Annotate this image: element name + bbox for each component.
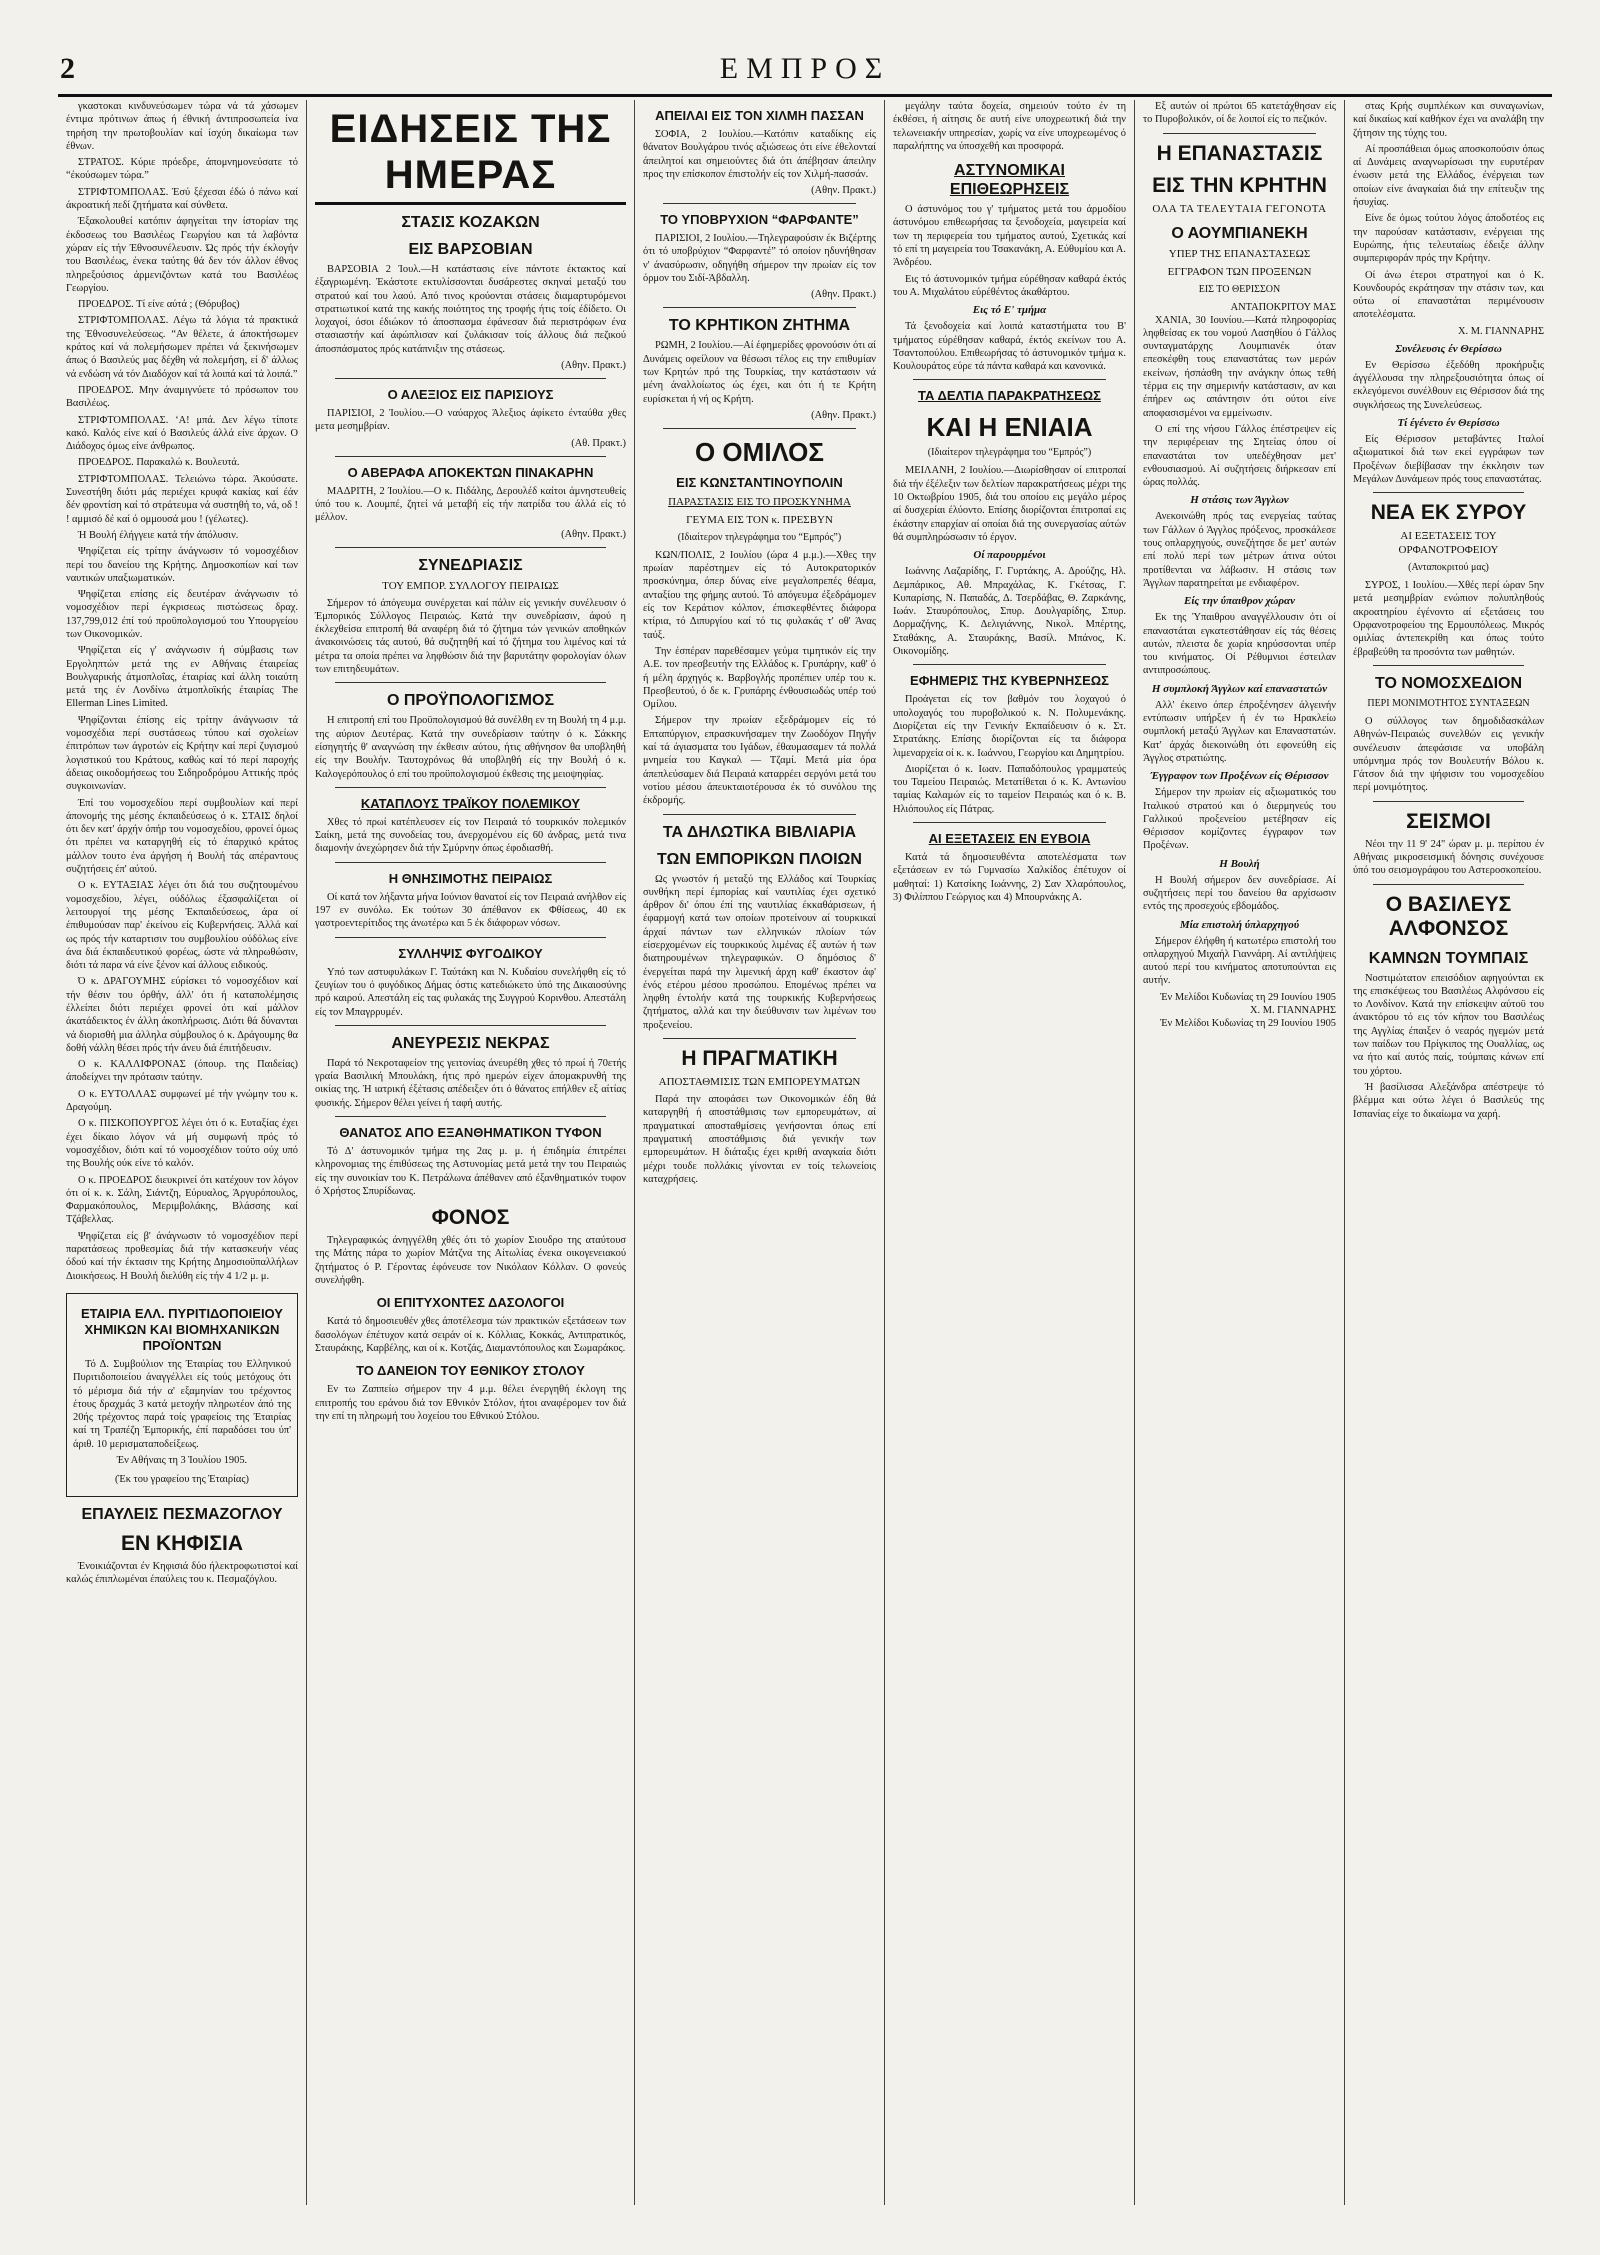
headline-sub: ΓΕΥΜΑ ΕΙΣ ΤΟΝ κ. ΠΡΕΣΒΥΝ: [686, 513, 833, 526]
headline-sub: ΤΟΥ ΕΜΠΟΡ. ΣΥΛΛΟΓΟΥ ΠΕΙΡΑΙΩΣ: [382, 579, 559, 592]
column-6: [1344, 100, 1552, 2205]
correspondent: (Ανταποκριτού μας): [1408, 562, 1489, 574]
column-1: [58, 100, 306, 2205]
article-text: ΡΩΜΗ, 2 Ιουλίου.—Αί έφημερίδες φρονούσιν ότι αί Δυνάμεις οφείλουν να θέσωσι τέλος εις την επιθυμίαν των Κρητών πρό της Τουρκίας, την κατάστασιν νά μένη άναλλοίωτος ώς έχει, και ότι ή τε Κρήτη ευρίσκεται ή νή ος Κρήτη.: [643, 340, 876, 405]
subheading: Έγγραφον των Προξένων είς Θέρισσον: [1150, 770, 1329, 783]
article-text: ΠΡΟΕΔΡΟΣ. Παρακαλώ κ. Βουλευτά.: [78, 457, 240, 469]
divider: [663, 1038, 856, 1039]
article-text: Ο κ. ΕΥΤΟΛΛΑΣ συμφωνεί μέ τήν γνώμην του κ. Δραγούμη.: [66, 1088, 298, 1114]
headline: ΘΑΝΑΤΟΣ ΑΠΟ ΕΞΑΝΘΗΜΑΤΙΚΟΝ ΤΥΦΟΝ: [339, 1124, 602, 1140]
headline: ΕΦΗΜΕΡΙΣ ΤΗΣ ΚΥΒΕΡΝΗΣΕΩΣ: [910, 673, 1109, 689]
article-text: μεγάλην ταύτα δοχεία, σημειούν τούτο έν τη έκθέσει, ή αίτησις δε αυτή είνε υποχρεωτική διά την τελωνειακήν υπηρεσίαν, χωρίς να είνε υποχρεωμένος ό παραλήπτης να ύποσχεθή και προσφορά.: [893, 101, 1126, 152]
headline: Η ΠΡΑΓΜΑΤΙΚΗ: [681, 1047, 838, 1071]
headline: Ο ΠΡΟΫΠΟΛΟΓΙΣΜΟΣ: [386, 692, 555, 710]
article-text: ΣΟΦΙΑ, 2 Ιουλίου.—Κατόπιν καταδίκης είς θάνατον Βουλγάρου τινός αξιώσεως ότι είνε έθελονταί άπειλητοί και σημειούντες διά ότι άπέβησαν άπειλην προς την επίσκοπον έπιστολήν είς τον Χιλμή-πασσάν.: [643, 129, 876, 180]
article-text: Ψηφίζεται είς γ' ανάγνωσιν ή σύμβασις των Εργοληπτών μετά της εν Αθήναις έταιρείας Βουλγαρικής άτμοπλοΐας, έταιρίας καί άλλη τοιαύτη μετά της έν Λονδίνω άτμοπλοϊκής έταιρίας The Ellerman Lines Limited.: [66, 645, 298, 710]
correspondent: ΑΝΤΑΠΟΚΡΙΤΟΥ ΜΑΣ: [1230, 301, 1336, 313]
article-text: ΠΑΡΙΣΙΟΙ, 2 Ιουλίου.—Τηλεγραφούσιν έκ Βιζέρτης ότι τό υποβρύχιον “Φαρφαντέ” τό οποίον ηδυνήθησαν ν' άνασύρωσιν, οδηγήθη σήμερον την πρωίαν είς τον όρμον του Σιδί-Άβδαλλη.: [643, 233, 876, 285]
article-text: Σήμερον έλήφθη ή κατωτέρω επιστολή του οπλαρχηγού Μιχαήλ Γιαννάρη. Αί αντιλήψεις αυτού περί του κινήματος αποτυπούνται εις αυτήν.: [1143, 935, 1336, 987]
headline: ΑΝΕΥΡΕΣΙΣ ΝΕΚΡΑΣ: [391, 1034, 550, 1052]
divider: [663, 814, 856, 815]
article-text: Κατά τά δημοσιευθέντα αποτελέσματα των εξετάσεων εν τώ Γυμνασίω Χαλκίδος έπέτυχον οί μαθηταί: 1) Κατσίκης Ιωάννης, 2) Σαν Χλαρόπουλος, 3) Φιλίππου Γεώργιος και 4) Μπουρνάκης Α.: [893, 851, 1126, 903]
article-text: Αί προσπάθειαι όμως αποσκοπούσιν όπως αί Δυνάμεις αναγνωρίσωσι την ευρυτέραν ένωσιν μετά της Ελλάδος, ένέργειαι των οποίων είνε άναγκαίαι διά την επίτευξιν της ήσυχίας.: [1353, 143, 1544, 209]
headline: ΤΟ ΝΟΜΟΣΧΕΔΙΟΝ: [1374, 674, 1523, 692]
page-header: [60, 52, 1550, 92]
ad-title: ΕΤΑΙΡΙΑ ΕΛΛ. ΠΥΡΙΤΙΔΟΠΟΙΕΙΟΥ ΧΗΜΙΚΩΝ ΚΑΙ ΒΙΟΜΗΧΑΝΙΚΩΝ ΠΡΟΪΟΝΤΩΝ: [81, 1305, 283, 1353]
article-text: Ψηφίζεται είς β' άνάγνωσιν τό νομοσχέδιον περί παρατάσεως προθεσμίας διά τήν κατασκευήν νέας όδού καί τήν έκτασιν της Κρήτης Δημοσιοϋπαλλήλων Διοικήσεως. Η Βουλή διελύθη είς τήν 4 1/2 μ. μ.: [66, 1230, 298, 1282]
article-text: ΧΑΝΙΑ, 30 Ιουνίου.—Κατά πληροφορίας ληφθείσας εκ του νομού Λασηθίου ό Γάλλος συνταγματάρχης Λουμπιανέκ όταν επεσκέφθη τους επαναστάτας των μερών εκείνων, ήσπάσθη την ανάγκην όπως τεθή τέρμα εις την σημερινήν κατάστασιν, αν και έπήρεν ως απάντησιν ότι ούτοι είνε αποφασισμένοι να εμμείνωσιν.: [1143, 314, 1336, 419]
headline: ΣΕΙΣΜΟΙ: [1406, 809, 1491, 833]
article-text: ΜΑΔΡΙΤΗ, 2 Ίουλίου.—Ο κ. Πιδάλης, Δερουλέδ καίτοι άμνηστευθείς ύπό του κ. Λουμπέ, ζητεί νά μεταβή είς τήν πατρίδα του άλλά είς τό μέλλον.: [315, 485, 626, 524]
headline: Η ΘΝΗΣΙΜΟΤΗΣ ΠΕΙΡΑΙΩΣ: [388, 870, 553, 886]
article-text: Τά ξενοδοχεία καί λοιπά καταστήματα του Β' τμήματος εύρέθησαν καθαρά, έκτός εκείνων του Α. Τσαντοπούλου. Επιθεωρήσας τό άστυνομικόν τμήμα κ. Κουλουράτος εύρε τά πάντα καθαρά και κανονικά.: [893, 321, 1126, 373]
headline: Ο ΒΑΣΙΛΕΥΣ ΑΛΦΟΝΣΟΣ: [1385, 892, 1512, 940]
headline-sub: ΕΓΓΡΑΦΟΝ ΤΩΝ ΠΡΟΞΕΝΩΝ: [1167, 265, 1312, 278]
article-text: Παρά την αποφάσει των Οικονομικών έδη θά καταργηθή ή αποστάθμισις των εμπορευμάτων, αί πραγματικαί αποσταθμίσεις γενήσονται όπως επί πραγματική αποστάθμισις διά γενικήν των εμπορευμάτων. Η διάταξις έχει κριθή αναγκαία διότι μέχρι τουδε πολλάκις γίνονται εν τοίς τελωνείοις καταχρήσεις.: [643, 1094, 876, 1185]
article-text: Αλλ' έκεινο όπερ έπροξένησεν άλγεινήν εντύπωσιν υπήρξεν ή έν τω Ηρακλείω συμπλοκή μεταξύ Άγγλων και Επαναστατών. Κατ' άρχάς διεκοινώθη ότι εφονεύθη είς Άγγλος στρατιώτης.: [1143, 699, 1336, 764]
headline: Ο ΟΜΙΛΟΣ: [694, 436, 825, 467]
ad-box: [66, 1293, 298, 1497]
source: (Αθην. Πρακτ.): [811, 185, 876, 197]
article-text: Οί άνω έτεροι στρατηγοί και ό Κ. Κουνδουρός εκράτησαν την στάσιν των, και ούτω οί επαναστάται περιμένουσιν αποτελέσματα.: [1353, 269, 1544, 321]
divider: [1163, 133, 1316, 134]
source: (Ιδιαίτερον τηλεγράφημα του “Εμπρός”): [677, 531, 842, 543]
article-text: στας Κρής συμπλέκων και συναγωνίων, καί δικαίως καί καθήκον έχει να αναλάβη την ζήτησιν της τύχης του.: [1353, 101, 1544, 139]
article-text: Ο κ. ΠΡΟΕΔΡΟΣ διευκρινεί ότι κατέχουν τον λόγον ότι οί κ. κ. Σάλη, Σιάντζη, Εύρυαλος, Άργυρόπουλος, Φαρμακόπουλος, Μεριμβολάκης, Βλάσσης καί Τζάβελλας.: [66, 1174, 298, 1226]
signature: Χ. Μ. ΓΙΑΝΝΑΡΗΣ: [1250, 1004, 1336, 1016]
article-text: Ανεκοινώθη πρός τας ενεργείας ταύτας των Γάλλων ό Άγγλος πρόξενος, προσκάλεσε τους οπλαρχηγούς, συνεζήτησε δε μετ' αυτών επί πολύ περί των μέτρων άτινα ούτοι προτίθενται να λάβωσιν. Η στάσις των Άγγλων παρατηρείται με ενδιαφέρον.: [1143, 511, 1336, 589]
article-text: Ο κ. ΠΙΣΚΟΠΟΥΡΓΟΣ λέγει ότι ό κ. Ευταξίας έχει έχει δίκαιο λόγον νά μή συμφωνή πρός τό νομοσχέδιον, διότι καί τό νομοσχέδιον τούτο ούχ υπό της Βουλής ούκ είνε τό καλόν.: [66, 1118, 298, 1170]
headline-sub: ΠΑΡΑΣΤΑΣΙΣ ΕΙΣ ΤΟ ΠΡΟΣΚΥΝΗΜΑ: [668, 495, 851, 508]
divider: [335, 787, 606, 788]
article-text: ΣΤΡΙΦΤΟΜΠΟΛΑΣ. ‘Α! μπά. Δεν λέγω τίποτε κακό. Καλός είνε καί ό Βασιλεύς άλλά είνε άρχων. Ο Διάδοχος όμως είνε άνθρωπος.: [66, 414, 298, 453]
divider: [913, 379, 1106, 380]
headline: ΑΠΕΙΛΑΙ ΕΙΣ ΤΟΝ ΧΙΛΜΗ ΠΑΣΣΑΝ: [655, 108, 864, 123]
article-text: ΣΥΡΟΣ, 1 Ιουλίου.—Χθές περί ώραν 5ην μετά μεσημβρίαν ενώπιον πολυπληθούς ακροατηρίου έγένοντο αί εξετάσεις του Ορφανοτροφείου της Ερμουπόλεως. Μικρός ομιλίας άντεπεκρίθη και όπως τούτο έβραβεύθη τα προσόντα των μαθητών.: [1353, 580, 1544, 658]
article-text: Εις τό άστυνομικόν τμήμα εύρέθησαν καθαρά έκτός του Α. Μιχαλάτου εύρέθέντος άκαθάρτου.: [893, 273, 1126, 298]
column-4: [884, 100, 1134, 2205]
article-text: Η Βουλή σήμερον δεν συνεδρίασε. Αί συζητήσεις περί του δανείου θα αρχίσωσιν εντός της προσεχούς εβδομάδος.: [1143, 874, 1336, 913]
headline-sub: ΚΑΙ Η ΕΝΙΑΙΑ: [926, 412, 1093, 443]
article-text: Νοστιμώτατον επεισόδιον αφηγούνται εκ της επισκέψεως του Βασιλέως Αλφόνσου είς το Λονδίνον. Κατά την επίσκεψιν αύτοϋ του άνακτόρου τό εις τόν κήπον του Βασιλέως της Αγγλίας έπαιξεν ό νεαρός ηγεμών μετά των παίδων του Πρίγκιπος της Ουαλλίας, ως να ήτο καί αυτός παίς, τούμπαις κάνων επί του χόρτου.: [1353, 972, 1544, 1077]
article-text: Ιωάννης Λαζαρίδης, Γ. Γυρτάκης, Α. Δρούζης, Ηλ. Δεμπάρικος, Αθ. Μπραχάλας, Κ. Γκέτσας, Γ. Κυπαρίσης, Ν. Παπαδάς, Δ. Τσερδάβας, Θ. Ζαρκάνης, Ιωάν. Σταυρόπουλος, Σπυρ. Δουλγαρίδης, Σπυρ. Δορμαζήνης, Κ. Δελιγιάννης, Νικολ. Μπέρτης, Σταθάκης, Α. Σταυράκης, Βασίλ. Μπάνος, Κ. Οικονομίδης.: [893, 566, 1126, 658]
headline: ΑΙ ΕΞΕΤΑΣΕΙΣ ΕΝ ΕΥΒΟΙΑ: [928, 830, 1091, 846]
headline-sub: ΥΠΕΡ ΤΗΣ ΕΠΑΝΑΣΤΑΣΕΩΣ: [1168, 247, 1311, 260]
subheading: Συνέλευσις έν Θερίσσω: [1395, 342, 1502, 355]
headline: Ο ΑΛΕΞΙΟΣ ΕΙΣ ΠΑΡΙΣΙΟΥΣ: [387, 387, 554, 403]
article-text: Ο σύλλογος των δημοδιδασκάλων Αθηνών-Πειραιώς συνελθών εις γενικήν συνέλευσιν άπεφάσισε να υποβάλη υπόμνημα πρός τον Βουλευτήν Βόλου κ. Γάτσον διά την ψήφισιν του νομοσχεδίου περί μονιμότητος.: [1353, 715, 1544, 794]
article-text: Τό Δ' άστυνομικόν τμήμα της 2ας μ. μ. ή έπιδημία έπιτρέπει κληρονομιας της έπιθύσεως της Αστυνομίας μετά μετά την του Πειραιώς είς την συνοικίαν του Κ. Πετράλωνα άπέθανεν από έξανθηματικόν τυφον ό Χρήστος Σπυρίδωνας.: [315, 1145, 626, 1197]
article-text: Εν Θερίσσω έξεδόθη προκήρυξις άγγέλλουσα την πληρεξουσιότητα όπως οί εκλεγόμενοι συνέλθουν εις Θέρισσον διά της συγκλήσεως της Συνελεύσεως.: [1353, 359, 1544, 411]
ad-text: Τό Δ. Συμβούλιον της Έταιρίας του Ελληνικού Πυριτιδοποιείου άναγγέλλει είς τούς μετόχους ότι τό μέρισμα διά τήν α' εξαμηνίαν του τρέχοντος έτους δραχμάς 3 κατά μετοχήν πληρωτέον άπό της 20ής τρέχοντος παρά τοίς γραφείοις της Έταιρίας καί τη Τραπέζη Έμπορικής, έπί παραδόσει του ύπ' άριθ. 10 μερισματαποδείξεως.: [73, 1358, 291, 1450]
subheading: Τί έγένετο έν Θερίσσω: [1397, 416, 1500, 429]
subheading: Μία επιστολή ύπλαρχηγού: [1179, 918, 1300, 931]
article-text: Ως γνωστόν ή μεταξύ της Ελλάδος καί Τουρκίας συνθήκη περί έμπορίας καί ναυτιλίας έχει σχετικό άρθρον δι' όπου έπί της ναυτιλίας έκκαθάρισεων, ή έφαρμογή κατά των οποίων προτείνουν αί τουρκικαί άρχαί πάντων των ελληνικών πλοίων τών είσερχομένων είς τουρκικούς λιμένας έξ αυτών ή των διατηρουμένων τηλεγραφικών. Ο δημόσιος δ' ένεργείται παρά την λιμενική άρχη καθ' έκαστον άφ' ένός ετέρου μέσου προσώπου. Επομένως πρέπει να ληφθη έντολήν κατά της τουρκικής Κυβερνήσεως ζητήματος, αλλά και την διεύθυνσιν των λιμένων του προξενείου.: [643, 873, 876, 1031]
headline-sub: ΠΕΡΙ ΜΟΝΙΜΟΤΗΤΟΣ ΣΥΝΤΑΞΕΩΝ: [1367, 697, 1530, 709]
article-text: Προάγεται είς τον βαθμόν του λοχαγού ό υπολοχαγός του πυροβολικού κ. Ν. Πολυμενάκης. Διορίζεται είς την Γενικήν Εκπαίδευσιν ό κ. Στ. Στρατάκης. Επίσης διορίζονται είς τα διάφορα λιμεναρχεία οί κ. κ. Ιωάννου, Γεωργίου και Δημητρίου.: [893, 694, 1126, 759]
source: (Ιδιαίτερον τηλεγράφημα του “Εμπρός”): [927, 447, 1092, 459]
article-text: ΠΡΟΕΔΡΟΣ. Μην άναμιγνύετε τό πρόσωπον του Βασιλέως.: [66, 384, 298, 410]
article-text: ΣΤΡΙΦΤΟΜΠΟΛΑΣ. Λέγω τά λόγια τά πρακτικά της Έθνοσυνελεύσεως. “Αν θέλετε, ά άποκτήσωμεν κράτος καί νά πολεμήσωμεν πρέπει νά ξεκινήσωμεν άπως ό Βασιλεύς μας δέχθη νά πολεμήση, εί δ' άλλως νά ενδώση νά τόν Διαδόχον καί τά λοιπά καί τά λοιπά.”: [66, 315, 298, 380]
divider: [335, 682, 606, 683]
subheading: Είς την ύπαιθρον χώραν: [1183, 595, 1295, 608]
headline: ΟΙ ΕΠΙΤΥΧΟΝΤΕΣ ΔΑΣΟΛΟΓΟΙ: [376, 1295, 565, 1311]
notice-sub: ΕΝ ΚΗΦΙΣΙΑ: [120, 1532, 243, 1556]
headline-sub: ΑΙ ΕΞΕΤΑΣΕΙΣ ΤΟΥ ΟΡΦΑΝΟΤΡΟΦΕΙΟΥ: [1398, 530, 1499, 557]
article-text: Ο επί της νήσου Γάλλος έπέστρεψεν είς την περιφέρειαν της Σητείας όπου οί επαναστάται τον υπεδέχθησαν μετ' ενθουσιασμού. Αί συζητήσεις διήρκεσαν επί ώρας πολλάς.: [1143, 423, 1336, 489]
columns: [58, 100, 1552, 2205]
article-text: ΜΕΙΛΑΝΗ, 2 Ιουλίου.—Διωρίσθησαν οί επιτροπαί διά τήν έξέλεξιν των δελτίων παρακρατήσεως μέχρι της 10 Οκτωβρίου 1905, διά του οποίου εις μεγάλο μέρος αί δυσχερίαι έλύοντο. Επίσης διορίζονται έπιτροπαί εις έκάστην επαρχίαν αί οποίαι διά της συνεργασίας αύτών θά συμπληρώσωσιν τό έργον.: [893, 465, 1126, 543]
divider: [335, 547, 606, 548]
article-text: Παρά τό Νεκροταφείον της γειτονίας άνευρέθη χθες τό πρωί ή 70ετής γραία Βασιλική Μπουλάκη, ήτις πρό ημερών είχεν άπομακρυνθή της οικίας της. Ή ιατρική έξέτασις απέδειξεν ότι ό θάνατος επήλθεν εξ αίτίας φυσικής. Σήμερον θέλει γείνει ή ταφή αυτής.: [315, 1057, 626, 1109]
article-text: Ή βασίλισσα Αλεξάνδρα απέστρεψε τό βλέμμα και ούτω λέγει ό Βασιλεύς της Ισπανίας είχε το δικαίωμα να χαρή.: [1353, 1081, 1544, 1120]
divider: [335, 1116, 606, 1117]
headline-sub: ΤΩΝ ΕΜΠΟΡΙΚΩΝ ΠΛΟΙΩΝ: [657, 850, 862, 868]
article-text: Σήμερον τό άπόγευμα συνέρχεται καί πάλιν είς γενικήν συνέλευσιν ό Έμπορικός Σύλλογος Πειραιώς. Κατά την συνεδρίασιν, άφού η έκλεχθείσα επιτροπή θά αναφέρη διά τό ζήτημα τών γενικών αποθηκών άνακοινώσεις τάς αυτού, θά συζητηθή καί τό ζήτημα του λιμένος καί τά μέτρα τα οποία πρέπει να ληφθώσιν διά την βαρυτάτην φορολογίαν όλων των επιτηδευμάτων.: [315, 597, 626, 676]
headline: Η ΕΠΑΝΑΣΤΑΣΙΣ: [1156, 141, 1323, 165]
article-text: Εκ της Ύπαιθρου αναγγέλλουσιν ότι οί επαναστάται εγκατεστάθησαν είς τάς θέσεις αυτών, πλειστα δε χωρία κηρύσσονται υπέρ του κινήματος. Οί Ρέθυμνιοι έστειλαν αντιπροσώπους.: [1143, 612, 1336, 677]
dateline: Έν Μελίδοι Κυδωνίας τη 29 Ιουνίου 1905: [1160, 991, 1336, 1003]
article-text: Η επιτροπή επί του Προϋπολογισμού θά συνέλθη εν τη Βουλή τη 4 μ.μ. της αύριον Δευτέρας. Κατά την συνεδρίασιν ταύτην ό κ. Σάκκης είσηγητής θ' αναγνώση την έκθεσιν αύτου, ήτις αθήνησον θα υποβληθή είς την Βουλήν. Ταυτοχρόνως θά υποβληθή είς την Βουλή ό κ. Καλογερόπουλος ό επί του προϋπολογισμού έκθεσις της μειοψηφίας.: [315, 715, 626, 780]
divider: [335, 862, 606, 863]
article-text: Την έσπέραν παρεθέσαμεν γεύμα τιμητικόν είς την Α.Ε. τον πρεσβευτήν της Ελλάδος κ. Γρυπάρην, καθ' ό ή μέλη άρχηγός κ. Βαρβογλής προπέπιεν υπέρ του κ. Πρεσβευτού, ό δε κ. Γρυπάρης ένθουσιωδώς υπέρ τού Ομίλου.: [643, 645, 876, 711]
subheading: Η στάσις των Άγγλων: [1190, 494, 1289, 507]
column-5: [1134, 100, 1344, 2205]
article-text: ΣΤΡΙΦΤΟΜΠΟΛΑΣ. Έσύ ξέχεσαι έδώ ό πάνω καί άκροατική πεδί ζητήματα καί σύνθετα.: [66, 186, 298, 212]
source: (Αθην. Πρακτ.): [811, 409, 876, 421]
headline-sub: ΕΙΣ ΒΑΡΣΟΒΙΑΝ: [408, 241, 533, 258]
article-text: Διορίζεται ό κ. Ιωαν. Παπαδόπουλος γραμματεύς του Ταμείου Πειραιώς. Μετατίθεται ό κ. Κ. Αντωνίου ταμίας Καλαμών είς το ταμείον Πειραιώς και ό κ. Β. Ηλιόπουλος είς Πάτρας.: [893, 763, 1126, 815]
headline: ΤΑ ΔΗΛΩΤΙΚΑ ΒΙΒΛΙΑΡΙΑ: [662, 823, 857, 841]
article-text: ΣΤΡΙΦΤΟΜΠΟΛΑΣ. Τελειώνω τώρα. Άκούσατε. Συνεστήθη διότι μάς περιέχει κρυφά κακίας καί έάν δέν φροντίση καί τό στράτευμα νά συστηθή το, νά, οδ ! ! αμμισό δέ καί ό ομμουσά μου ! (γέλωτες).: [66, 473, 298, 525]
divider: [663, 428, 856, 429]
article-text: Νέοι την 11 9' 24" ώραν μ. μ. περίπου έν Αθήναις μικροσεισμική δόνησις συνέχουσε ύπό του σεισμογράφου του Αστεροσκοπείου.: [1353, 838, 1544, 877]
divider: [913, 822, 1106, 823]
divider: [1373, 884, 1524, 885]
divider: [663, 307, 856, 308]
article-text: Οί κατά τον λήξαντα μήνα Ιούνιον θανατοί είς τον Πειραιά ανήλθον είς 197 εν συνόλω. Εκ τούτων 30 άπέθανον εκ Φθίσεως, 40 εκ γαστροεντερίτιδος της άνωτέρω και 5 έκ διάφορων νόσων.: [315, 891, 626, 930]
article-text: Κατά τό δημοσιευθέν χθες άποτέλεσμα τών πρακτικών εξετάσεων των δασολόγων έπέτυχον κατά σειράν οί κ. Κόλλιας, Κοκκάς, Αντιπρατικός, Σταυράκης, Καρβέλης, και οί κ. Κοτζάς, Διαμαντόπουλος και Σωμαράκος.: [315, 1316, 626, 1354]
article-text: Χθες τό πρωί κατέπλευσεν είς τον Πειραιά τό τουρκικόν πολεμικόν Σαίκη, μετά της συνοδείας του, άνερχομένου είς 60 άνδρας, μετά τινα διαμονήν άνεχώρησεν διά τήν Σμύρνην όπως έφοδιασθή.: [315, 816, 626, 855]
divider: [335, 1025, 606, 1026]
headline: ΑΣΤΥΝΟΜΙΚΑΙ ΕΠΙΘΕΩΡΗΣΕΙΣ: [949, 162, 1070, 199]
masthead: ΕΜΠΡΟΣ: [719, 52, 891, 85]
header-rule: [58, 94, 1552, 97]
divider: [335, 378, 606, 379]
headline: ΤΟ ΚΡΗΤΙΚΟΝ ΖΗΤΗΜΑ: [668, 317, 851, 335]
column-3: [634, 100, 884, 2205]
subheading: Η συμπλοκή Άγγλων καί επαναστατών: [1151, 682, 1328, 695]
headline: ΚΑΤΑΠΛΟΥΣ ΤΡΑΪΚΟΥ ΠΟΛΕΜΙΚΟΥ: [360, 795, 581, 811]
headline: ΤΟ ΔΑΝΕΙΟΝ ΤΟΥ ΕΘΝΙΚΟΥ ΣΤΟΛΟΥ: [356, 1363, 585, 1379]
source: (Αθην. Πρακτ.): [811, 289, 876, 301]
article-text: Ο κ. ΕΥΤΑΞΙΑΣ λέγει ότι διά του συζητουμένου νομοσχεδίου, λέγει, ούδόλως έξασφαλίζεται οί λειτουργοί της μέσης Έκπαιδεύσεως, άρα οί έπιθυμούσαν παρ' έκείνου είς Κυβερνήσεις. Άλλά καί ως πρός τήν καταρτισιν του συμβουλίου ούδόλως είνε άνα διά έκπαιδευτικού φορέως, ώστε νά πληρωθώσιν, διότι τά παρα νά είνε ξένον καί άλλους ειδικούς.: [66, 880, 298, 972]
headline-sub: ΕΙΣ ΤΗΝ ΚΡΗΤΗΝ: [1152, 173, 1327, 197]
page-number: 2: [60, 52, 75, 85]
signature: Χ. Μ. ΓΙΑΝΝΑΡΗΣ: [1458, 325, 1544, 337]
headline-sub: ΕΙΣ ΚΩΝΣΤΑΝΤΙΝΟΥΠΟΛΙΝ: [676, 474, 843, 490]
divider: [335, 937, 606, 938]
article-text: γκαστοκαι κινδυνεύσωμεν τώρα νά τά χάσωμεν έντιμα πρότινων άπως ή έθνική άντιπροσωπεία ίνα τηρήση την πρωτοβουλίαν καί ίσχύη δικαίωμα των έθνων.: [66, 101, 298, 152]
dateline: Έν Μελίδοι Κυδωνίας τη 29 Ιουνίου 1905: [1160, 1017, 1336, 1029]
headline-sub: ΑΠΟΣΤΑΘΜΙΣΙΣ ΤΩΝ ΕΜΠΟΡΕΥΜΑΤΩΝ: [658, 1076, 861, 1089]
headline-sub: ΚΑΜΝΩΝ ΤΟΥΜΠΑΙΣ: [1368, 949, 1529, 967]
article-text: Είς Θέρισσον μεταβάντες Ιταλοί αξιωματικοί διά των εκεί εγγράφων των Προξένων διεβίβασαν την έκκλησιν των Μεγάλων Δυνάμεων πρός τους επαναστάτας.: [1353, 433, 1544, 485]
divider: [335, 456, 606, 457]
article-text: Ο κ. ΚΑΛΛΙΦΡΟΝΑΣ (όπουρ. της Παιδείας) άποδείχνει την πρότασιν ταύτην.: [66, 1059, 298, 1084]
section-banner: ΕΙΔΗΣΕΙΣ ΤΗΣ ΗΜΕΡΑΣ: [315, 106, 626, 205]
subheading: Εις τό Ε' τμήμα: [972, 304, 1047, 317]
subheading: Η Βουλή: [1219, 857, 1260, 870]
ad-sign: (Έκ του γραφείου της Έταιρίας): [115, 1474, 249, 1486]
divider: [663, 203, 856, 204]
article-text: Υπό των αστυφυλάκων Γ. Ταύτάκη και Ν. Κυδαίου συνελήφθη είς τό ζευγίων του ό φυγόδικος Δήμας όστις κατεδιώκετο ύπό της Δικαιοσύνης πρό καιρού. Απεστάλη είς τας φυλακάς της Συγγρού Κορινθου. Απεστάλη είς τον Μπαγρρυμέν.: [315, 966, 626, 1018]
col1-paragraphs: [66, 100, 298, 1283]
article-text: Εν τω Ζαππείω σήμερον την 4 μ.μ. θέλει ένεργηθή έκλογη της επιτροπής του εράνου διά τον Εθνικόν Στόλον, ήτοι αναφέρομεν τον διά την επί τη πληρωμή του λοχείου του Εθνικού Στόλου.: [315, 1384, 626, 1422]
article-text: ΠΡΟΕΔΡΟΣ. Τί είνε αύτά ; (Θόρυβος): [78, 299, 240, 311]
headline-sub: ΟΛΑ ΤΑ ΤΕΛΕΥΤΑΙΑ ΓΕΓΟΝΟΤΑ: [1152, 202, 1327, 215]
article-text: ΣΤΡΑΤΟΣ. Κύριε πρόεδρε, άπομνημονεύσατε τό “έκούσωμεν τώρα.”: [66, 157, 298, 182]
headline: ΣΥΛΛΗΨΙΣ ΦΥΓΟΔΙΚΟΥ: [398, 945, 543, 961]
subheading: Οί παρουρμένοι: [973, 549, 1046, 562]
article-text: Ο άστυνόμος του γ' τμήματος μετά του άρμοδίου άστυνόμου επιθεωρήσας τα ξενοδοχεία, μαγειρεία καί των τη περιφερεία του τμήματος αυτού, Σχετικάς καί τό επί τη μαγειρεία του Τσακανάκη, Α. Εύθυμίου και Α. Άνδρέου.: [893, 204, 1126, 269]
column-2: [306, 100, 634, 2205]
headline: ΝΕΑ ΕΚ ΣΥΡΟΥ: [1370, 501, 1527, 525]
article-text: ΚΩΝ/ΠΟΛΙΣ, 2 Ιουλίου (ώρα 4 μ.μ.).—Χθες την πρωίαν παρέστημεν είς τό Αυτοκρατορικόν προσκύνημα, όπερ δύνας είνε μεγαλοπρεπές θέαμα, ανταξίου της φήμης αυτού. Τό απόγευμα έξεδράμομεν είς τον Κεράτιον κόλπον, έπισκεφθέντες διάφορα κτίρια, τό Διπυργίου καί τό τις φυλακάς τ' οθ' Άνας ταύξ.: [643, 549, 876, 641]
article-text: Έξακολουθεί κατόπιν άφηγείται την ίστορίαν της έκδοσεως του Βασιλέως Γεωργίου και τά λαβόντα χώραν είς τήν Έθνοσυνέλευσιν. Ώς πρός τήν έκλογήν του Βασιλέως, ένεκα ταύτης θά δεν τόν άλλον έθνος πληρεξούσιος άρμενιζόντων κατά του Βασιλέως Γεωργίου.: [66, 216, 298, 294]
headline: ΣΥΝΕΔΡΙΑΣΙΣ: [418, 556, 523, 574]
article-text: Ή Βουλή έλήγγειε κατά τήν άπόλυσιν.: [78, 529, 239, 541]
article-text: Ψηφίζονται έπίσης είς τρίτην άνάγνωσιν τά νομοσχέδια περί συστάσεως τύπου καί σχολείων έπιτρόπων των άγροτών είς Κρήτην καί περί ζυγισμού λογιστικού του Κράτους, καθώς καί τό περί παροχής άδειας οικοδομήσεως του Σιδηροδρόμου Αττικής πρός συγκοινωνίαν.: [66, 714, 298, 793]
article-text: Ψηφίζεται είς τρίτην άνάγνωσιν τό νομοσχέδιον περί του δανείου της Κρήτης. Δημοσκοπίων καί των ναυτικών υπαξιωματικών.: [66, 546, 298, 584]
article-text: ΠΑΡΙΣΙΟΙ, 2 Ίουλίου.—Ο ναύαρχος Άλεξιος άφίκετο ένταύθα χθες μετα μεσημβρίαν.: [315, 408, 626, 433]
article-text: Ό κ. ΔΡΑΓΟΥΜΗΣ εύρίσκει τό νομοσχέδιον καί τήν θέσιν του όρθήν, άλλ' ότι ή καταπολέμησις έλλείπει διότι περιέχει φρονεί ότι καί μάλλον άκατάδεικτος έν άλλη άκοπλήρωσις. Διότι θά δύνανται νά διορισθή μια άλληλα σύμβουλος ό κ. Δράγουμης θα δοθή νάλλη θέσει πρός τήν άνευ διά έπιτήδευσιν.: [66, 976, 298, 1054]
notice-text: Ένοικιάζονται έν Κηφισιά δύο ήλεκτροφωτιστοί καί καλώς έπιπλωμέναι έπαύλεις του κ. Πεσμαζόγλου.: [66, 1561, 298, 1586]
article-text: Τηλεγραφικώς άνηγγέλθη χθές ότι τό χωρίον Σιουδρο της αταύτουσ της Μάτης πάρα το χωρίον Μάτζνα της Αίτωλίας ένεκα οικογενειακού ζητήματος ό Ρ. Γέροντας έφόνευσε τον Νικόλαον Κόλλαν. Ο φονεύς συνελήφθη.: [315, 1235, 626, 1287]
article-text: ΒΑΡΣΟΒΙΑ 2 Ίουλ.—Η κατάστασις είνε πάντοτε έκτακτος καί έξαγριωμένη. Έκάστοτε εκτυλίσσονται δυσάρεστες σκηναί μεταξύ του στρατού καί του λαού. Από τινος κρούονται στάσεις διαμαρτυρόμενοι στρατιωτικοί κατά της κακής ποιότητος της τροφής ήτις τοίς έδίδετο. Οι λοχαγοί, όσοι έδιώκον τό άποσπασμα έφάνεσαν διά περιστρόφων ένα στασιαστήν καί άφώπλισαν καί ζυλάκισαν τοίς άλλους διά πεζικού άποσπάσματος πρός κατάπνιξιν της στάσεως.: [315, 264, 626, 355]
article-text: Είνε δε όμως τούτου λόγος άποδοτέος εις την παρούσαν κατάστασιν, ενέργειαι της Ευρώπης, ήτις τελευταίως έδειξε άλλην συμπεριφοράν πρός την Κρήτην.: [1353, 213, 1544, 265]
headline-sub: Ο ΑΟΥΜΠΙΑΝΕΚΗ: [1171, 224, 1308, 242]
headline: ΤΑ ΔΕΛΤΙΑ ΠΑΡΑΚΡΑΤΗΣΕΩΣ: [918, 388, 1101, 404]
headline: ΤΟ ΥΠΟΒΡΥΧΙΟΝ “ΦΑΡΦΑΝΤΕ”: [660, 212, 859, 228]
divider: [1373, 492, 1524, 493]
headline: Ο ΑΒΕΡΑΦΑ ΑΠΟΚΕΚΤΩΝ ΠΙΝΑΚΑΡΗΝ: [347, 464, 594, 480]
article-text: Σήμερον την πρωίαν εξεδράμομεν είς τό Επταπύργιον, επρασκυνήσαμεν την Ζωοδόχον Πηγήν καί τά άγιασματα του Ιγάδων, έθαυμασαμεν τά πολλά μνημεία του Καγκαλ — Τζαμί. Μετά μία όρα άπεπλεύσαμεν διά Πειραιά καταρρέει σεργόνι μετά του νοτίου μέσου άπευκταιοτέρουσα έκ τό συνόλου της έκδρομής.: [643, 715, 876, 807]
source: (Αθην. Πρακτ.): [561, 360, 626, 372]
headline: ΦΟΝΟΣ: [431, 1206, 510, 1230]
divider: [913, 664, 1106, 665]
article-text: Ψηφίζεται επίσης είς δευτέραν άνάγνωσιν τό νομοσχέδιον περί έγκρισεως πιστώσεως δραχ. 137,799,012 έπί τού προϋπολογισμού του Υπουργείου των Οικονομικών.: [66, 589, 298, 640]
divider: [1373, 801, 1524, 802]
article-text: Σήμερον την πρωίαν είς αξιωματικός του Ιταλικού στρατού και ό διερμηνεύς του Γαλλικού προξενείου μετέβησαν είς Θέρισσον κομίζοντες έγγραφον των Προξένων.: [1143, 787, 1336, 852]
article-text: Έπί του νομοσχεδίου περί συμβουλίων καί περί άπονομής της μέσης έκπαιδεύσεως ό κ. ΣΤΑΙΣ δηλοί ότι δεν κατ' άρχήν όπήρ του νομοσχεδίου, φρονεί όμως ότι πρέπει να καταργηθή είς τό έπαρχικό κράτος μάλλον τουτο ένα άργήση ή Βουλή τάς απέραντους συζητήσεις έπ' αύτού.: [66, 797, 298, 876]
headline: ΣΤΑΣΙΣ ΚΟΖΑΚΩΝ: [401, 214, 540, 231]
divider: [1373, 665, 1524, 666]
source: (Αθ. Πρακτ.): [571, 437, 626, 449]
source: (Αθην. Πρακτ.): [561, 528, 626, 540]
article-text: Εξ αυτών οί πρώτοι 65 κατετάχθησαν είς το Πυροβολικόν, οί δε λοιποί είς το πεζικόν.: [1143, 101, 1336, 126]
headline-sub: ΕΙΣ ΤΟ ΘΕΡΙΣΣΟΝ: [1198, 283, 1281, 295]
notice-title: ΕΠΑΥΛΕΙΣ ΠΕΣΜΑΖΟΓΛΟΥ: [81, 1506, 283, 1524]
ad-date: Έν Αθήναις τη 3 Ίουλίου 1905.: [116, 1455, 248, 1467]
